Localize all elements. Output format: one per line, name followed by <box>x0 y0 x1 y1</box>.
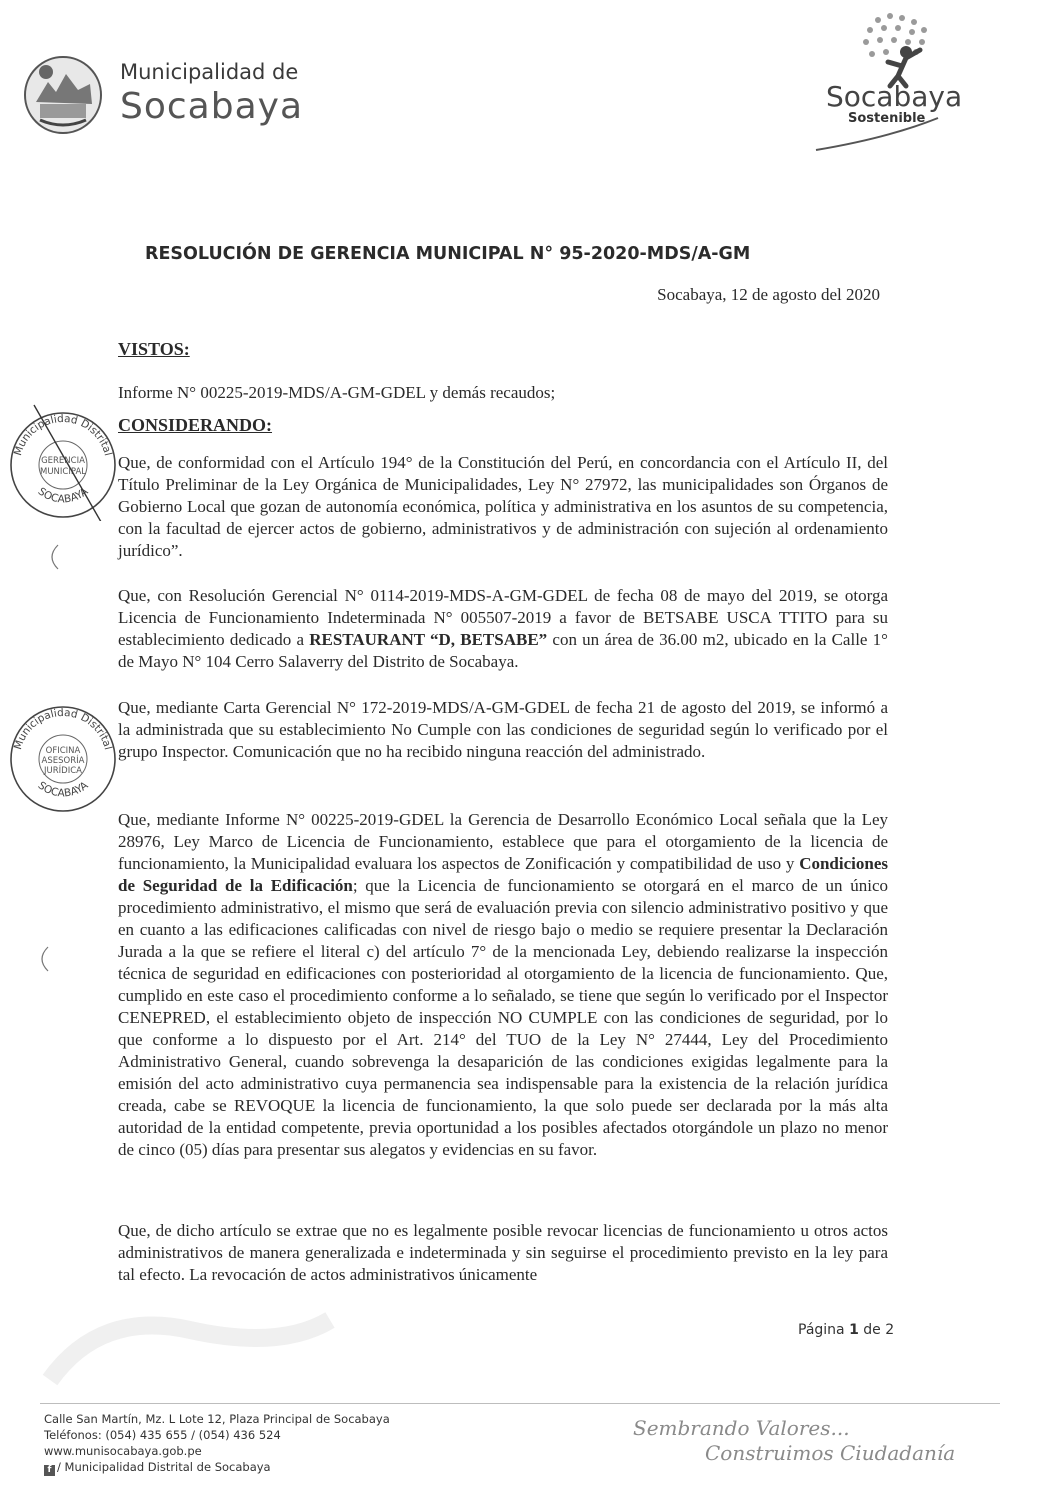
page-total: 2 <box>885 1322 895 1338</box>
municipality-label: Municipalidad de <box>120 60 299 84</box>
paragraph-3 <box>118 697 888 763</box>
footer-website[interactable]: www.munisocabaya.gob.pe <box>44 1444 202 1458</box>
document-date: Socabaya, 12 de agosto del 2020 <box>657 285 880 304</box>
footer-address: Calle San Martín, Mz. L Lote 12, Plaza Principal de Socabaya <box>44 1412 390 1426</box>
page-separator: de <box>858 1322 886 1338</box>
municipal-crest-icon <box>22 54 104 136</box>
socabaya-watermark <box>40 1290 340 1390</box>
seal-center-text: MUNICIPAL <box>40 467 86 477</box>
informe-reference: Informe N° 00225-2019-MDS/A-GM-GDEL y demás recaudos; <box>118 383 556 402</box>
seal-center-text: ASESORÍA <box>41 756 85 766</box>
footer-facebook-text: / Municipalidad Distrital de Socabaya <box>57 1460 271 1474</box>
document-title: RESOLUCIÓN DE GERENCIA MUNICIPAL N° 95-2020-MDS/A-GM <box>145 244 751 264</box>
seal-top-text: Municipalidad Distrital <box>12 706 114 752</box>
footer-facebook[interactable] <box>44 1460 271 1476</box>
slogan-line-2: Construimos Ciudadanía <box>705 1441 956 1465</box>
punch-hole-mark <box>46 543 60 571</box>
considerando-heading: CONSIDERANDO: <box>118 415 273 435</box>
paragraph-text: Que, de dicho artículo se extrae que no es legalmente posible revocar licencias de funcionamiento u otros actos administrativos de manera generalizada e indeterminada y sin seguirse el procedimiento previsto en la ley para tal efecto. La revocación de actos administrativos únicamente <box>118 1221 888 1284</box>
paragraph-text: Que, con Resolución Gerencial N° 0114-2019-MDS-A-GM-GDEL de fecha 08 de mayo del 2019, se otorga Licencia de Funcionamiento Indeterminada N° 005507-2019 a favor de BETSABE USCA TTITO para su establecimiento dedicado a <box>118 586 888 649</box>
paragraph-1 <box>118 452 888 562</box>
facebook-icon: f <box>44 1465 55 1476</box>
page-number <box>798 1322 894 1338</box>
seal-bottom-text: SOCABAYA <box>35 779 91 800</box>
seal-center-text: JURÍDICA <box>44 766 82 776</box>
page-label: Página <box>798 1322 850 1338</box>
svg-text:SOCABAYA <box>36 485 91 506</box>
svg-text:Municipalidad Distrital <box>12 707 114 751</box>
punch-hole-mark <box>36 945 50 973</box>
sustainable-brand-name: Socabaya <box>826 80 963 113</box>
safety-conditions-emphasis: Condiciones de Seguridad de la Edificación <box>118 854 888 895</box>
sustainable-brand-sub: Sostenible <box>848 111 926 126</box>
paragraph-4 <box>118 809 888 1161</box>
paragraph-text: Que, mediante Informe N° 00225-2019-GDEL la Gerencia de Desarrollo Económico Local señala que la Ley 28976, Ley Marco de Licencia de Funcionamiento, establece que para el otorgamiento de la licencia de funcionamiento, la Municipalidad evaluara los aspectos de Zonificación y compatibilidad de uso y <box>118 810 888 873</box>
paragraph-text: ; que la Licencia de funcionamiento se otorgará en el marco de un único procedimiento administrativo, el mismo que será de evaluación previa con silencio administrativo positivo y que en cuanto a las edificaciones calificadas con nivel de riesgo bajo o medio se requiere presentar la Declaración Jurada a la que se refiere el literal c) del artículo 7° de la mencionada Ley, debiendo realizarse la inspección técnica de seguridad en edificaciones con posterioridad al otorgamiento de la licencia de funcionamiento. Que, cumplido en este caso el procedimiento conforme a lo señalado, se tiene que según lo verificado por el Inspector CENEPRED, el establecimiento objeto de inspección NO CUMPLE con las condiciones de seguridad, por lo que conforme a lo dispuesto por el Art. 214° del TUO de la Ley N° 27444, Ley del Procedimiento Administrativo General, cuando sobrevenga la desaparición de las condiciones exigidas legalmente para la emisión del acto administrativo cuya permanencia sea indispensable para la existencia de la relación jurídica creada, cabe se REVOQUE la licencia de funcionamiento, la que solo puede ser declarada por la más alta autoridad de la entidad competente, previa oportunidad a los posibles afectados otorgándole un plazo no menor de cinco (05) días para presentar sus alegatos y evidencias en su favor. <box>118 876 888 1159</box>
seal-center-text: GERENCIA <box>41 456 85 466</box>
seal-center-text: OFICINA <box>45 746 81 756</box>
asesoria-juridica-seal <box>4 697 122 815</box>
paragraph-text: con un área de 36.00 m2, ubicado en la Calle 1° de Mayo N° 104 Cerro Salaverry del Distrito de Socabaya. <box>118 630 888 671</box>
footer-divider <box>40 1403 1000 1404</box>
footer-phones: Teléfonos: (054) 435 655 / (054) 436 524 <box>44 1428 281 1442</box>
paragraph-text: Que, mediante Carta Gerencial N° 172-2019-MDS/A-GM-GDEL de fecha 21 de agosto del 2019, se informó a la administrada que su establecimiento No Cumple con las condiciones de seguridad según lo verificado por el grupo Inspector. Comunicación que no ha recibido ninguna reacción del administrado. <box>118 698 888 761</box>
municipality-name: Socabaya <box>120 86 304 127</box>
svg-text:SOCABAYA <box>36 779 91 800</box>
page-current: 1 <box>849 1322 859 1338</box>
seal-top-text: Municipalidad Distrital <box>12 412 114 458</box>
svg-text:Municipalidad Distrital <box>12 413 114 457</box>
restaurant-name: RESTAURANT “D, BETSABE” <box>309 630 548 649</box>
gerencia-municipal-seal <box>4 403 122 521</box>
paragraph-text: Que, de conformidad con el Artículo 194° de la Constitución del Perú, en concordancia con el Artículo II, del Título Preliminar de la Ley Orgánica de Municipalidades, Ley N° 27972, las municipalidades son Órganos de Gobierno Local que gozan de autonomía económica, política y administrativa en los asuntos de su competencia, con la facultad de ejercer actos de gobierno, administrativos y de administración con sujeción al ordenamiento jurídico”. <box>118 453 888 560</box>
vistos-heading: VISTOS: <box>118 339 190 359</box>
paragraph-5 <box>118 1220 888 1286</box>
paragraph-2 <box>118 585 888 673</box>
slogan-line-1: Sembrando Valores... <box>633 1416 850 1440</box>
seal-bottom-text: SOCABAYA <box>35 485 91 506</box>
